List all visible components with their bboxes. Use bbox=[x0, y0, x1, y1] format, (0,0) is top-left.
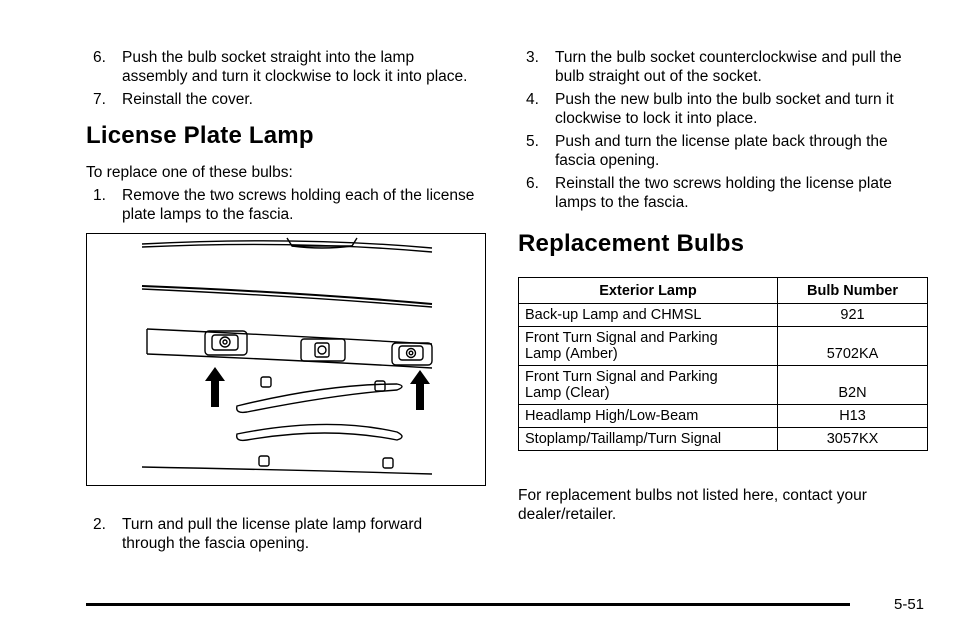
step-text-line: through the fascia opening. bbox=[122, 535, 309, 552]
table-row bbox=[519, 405, 928, 428]
lamp-cell bbox=[519, 327, 778, 366]
step-text-line: Turn and pull the license plate lamp forward bbox=[122, 516, 423, 533]
table-row bbox=[519, 428, 928, 451]
page-number: 5-51 bbox=[894, 596, 925, 613]
license-plate-lamp-heading: License Plate Lamp bbox=[86, 122, 314, 149]
table-row bbox=[519, 304, 928, 327]
lamp-name: Stoplamp/Taillamp/Turn Signal bbox=[525, 431, 722, 447]
step-text-line: Push the new bulb into the bulb socket and turn it bbox=[555, 91, 894, 108]
step-text-line: bulb straight out of the socket. bbox=[555, 68, 762, 85]
license-intro: To replace one of these bulbs: bbox=[86, 164, 293, 181]
table-row bbox=[519, 366, 928, 405]
step-text-line: Turn the bulb socket counterclockwise and pull the bbox=[555, 49, 902, 66]
bulb-cell: B2N bbox=[778, 366, 928, 405]
bulb-cell: 3057KX bbox=[778, 428, 928, 451]
step-text-line: Reinstall the cover. bbox=[122, 91, 253, 108]
step-number: 3. bbox=[526, 49, 539, 66]
footer-rule bbox=[86, 603, 850, 606]
note-line: For replacement bulbs not listed here, contact your bbox=[518, 487, 867, 504]
step-number: 6. bbox=[526, 175, 539, 192]
step-text-line: lamps to the fascia. bbox=[555, 194, 689, 211]
replacement-note bbox=[518, 486, 867, 524]
step-number: 2. bbox=[93, 516, 106, 533]
illustration-drawing bbox=[87, 234, 486, 486]
lamp-cell bbox=[519, 304, 778, 327]
screw-top-right bbox=[375, 381, 385, 391]
license-plate-lamp-illustration bbox=[86, 233, 486, 486]
lamp-name: Lamp (Amber) bbox=[525, 346, 618, 362]
up-arrow-icon bbox=[410, 370, 430, 410]
step-text-line: assembly and turn it clockwise to lock it into place. bbox=[122, 68, 468, 85]
screw-bottom-left bbox=[259, 456, 269, 466]
step-text-line: fascia opening. bbox=[555, 152, 660, 169]
step-number: 4. bbox=[526, 91, 539, 108]
lamp-name: Back-up Lamp and CHMSL bbox=[525, 307, 702, 323]
note-line: dealer/retailer. bbox=[518, 506, 617, 523]
step-text-line: Reinstall the two screws holding the license plate bbox=[555, 175, 892, 192]
bulb-cell: 5702KA bbox=[778, 327, 928, 366]
step-number: 7. bbox=[93, 91, 106, 108]
lamp-cell bbox=[519, 428, 778, 451]
step-text-line: plate lamps to the fascia. bbox=[122, 206, 294, 223]
step-number: 1. bbox=[93, 187, 106, 204]
header-exterior-lamp: Exterior Lamp bbox=[519, 278, 778, 304]
screw-top-left bbox=[261, 377, 271, 387]
lamp-cell bbox=[519, 405, 778, 428]
replacement-bulbs-table bbox=[518, 277, 928, 451]
header-bulb-number: Bulb Number bbox=[778, 278, 928, 304]
step-number: 6. bbox=[93, 49, 106, 66]
replacement-bulbs-heading: Replacement Bulbs bbox=[518, 230, 745, 257]
step-text-line: Push the bulb socket straight into the lamp bbox=[122, 49, 415, 66]
lamp-name: Headlamp High/Low-Beam bbox=[525, 408, 699, 424]
screw-bottom-right bbox=[383, 458, 393, 468]
step-text-line: Push and turn the license plate back through the bbox=[555, 133, 888, 150]
step-number: 5. bbox=[526, 133, 539, 150]
up-arrow-icon bbox=[205, 367, 225, 407]
lamp-name: Front Turn Signal and Parking bbox=[525, 369, 718, 385]
table-row bbox=[519, 327, 928, 366]
lamp-name: Front Turn Signal and Parking bbox=[525, 330, 718, 346]
lamp-cell bbox=[519, 366, 778, 405]
step-text-line: clockwise to lock it into place. bbox=[555, 110, 758, 127]
bulb-cell: 921 bbox=[778, 304, 928, 327]
lamp-name: Lamp (Clear) bbox=[525, 385, 610, 401]
table-header-row bbox=[519, 278, 928, 304]
bulb-cell: H13 bbox=[778, 405, 928, 428]
step-text-line: Remove the two screws holding each of the license bbox=[122, 187, 475, 204]
